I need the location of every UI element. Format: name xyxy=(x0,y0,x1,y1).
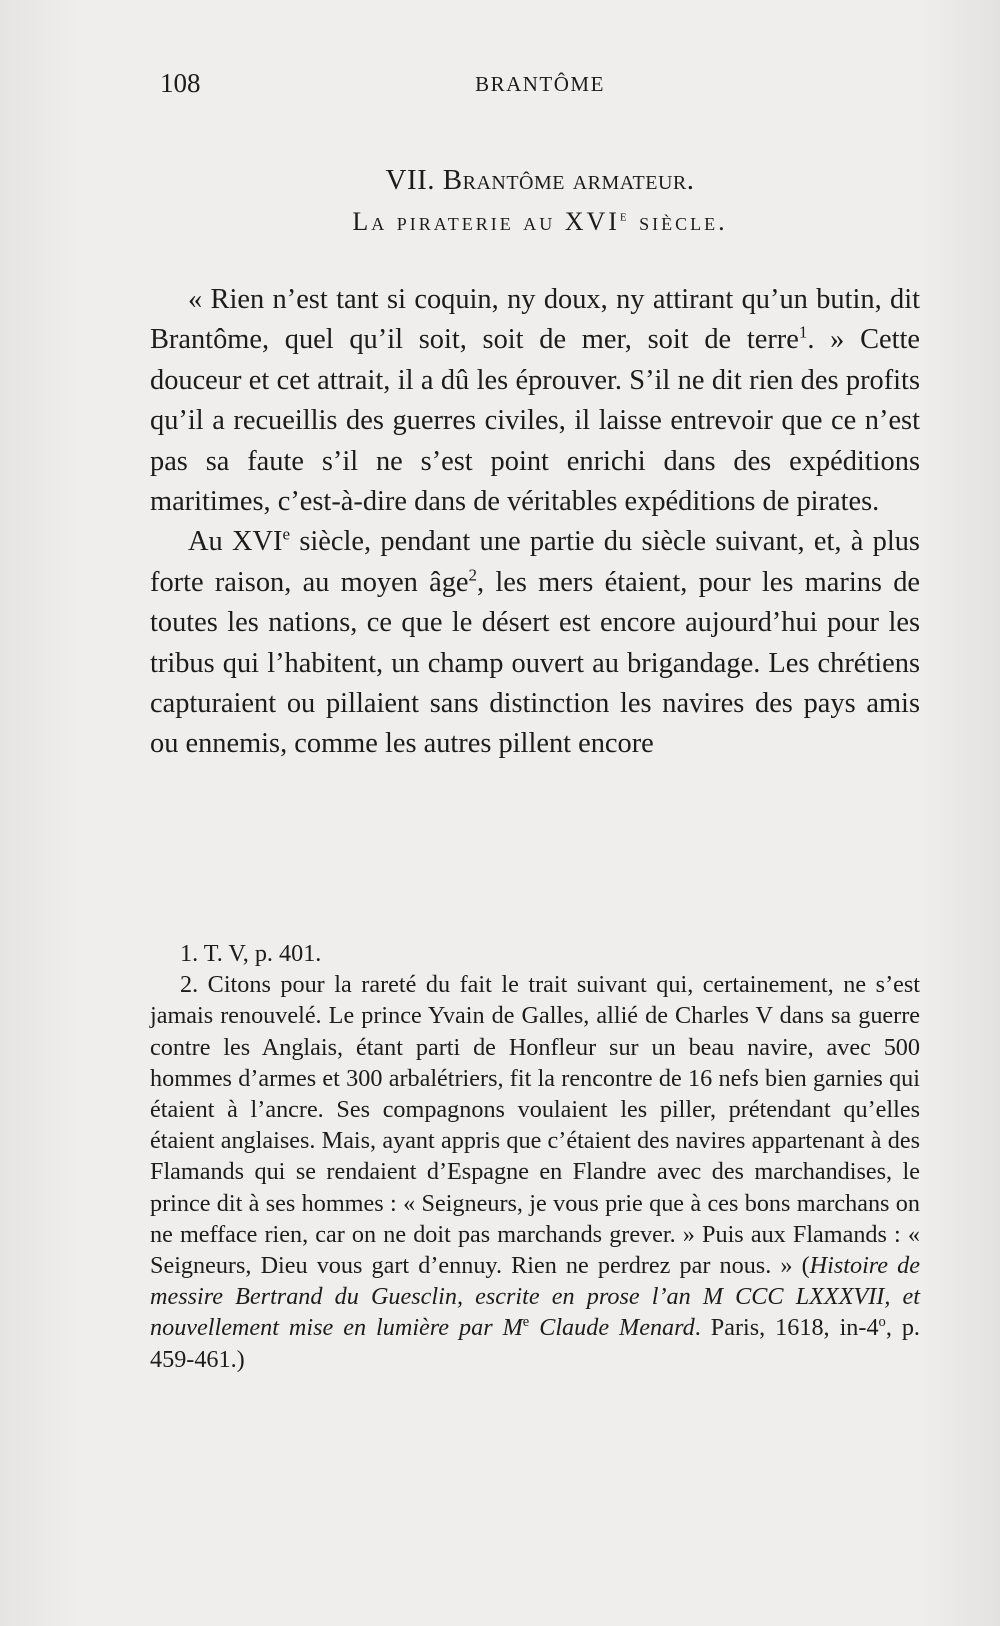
subtitle-superscript: e xyxy=(619,207,630,225)
footnote-1: 1. T. V, p. 401. xyxy=(180,940,322,967)
footnotes xyxy=(150,938,920,1375)
page-number: 108 xyxy=(160,68,201,98)
paragraph-2-text-b: , les mers étaient, pour les marins de toutes les nations, ce que le désert est encore aujourd’hui pour les tribus qui l’habitent, un champ ouvert au brigandage. Les chrétiens capturaient ou pillaient sans distinction les navires des pays amis ou ennemis, comme les autres pillent encore xyxy=(150,566,920,760)
chapter-subtitle xyxy=(150,202,930,242)
subtitle-suffix: siècle. xyxy=(629,207,728,236)
citation-author: Claude Menard xyxy=(529,1314,695,1342)
citation-degree: o xyxy=(878,1314,886,1331)
paragraph-2 xyxy=(150,522,920,764)
citation-superscript: e xyxy=(522,1314,530,1331)
paragraph-1-text-a: « Rien n’est tant si coquin, ny doux, ny attirant qu’un butin, dit Brantôme, quel qu’il soit, soit de mer, soit de terre xyxy=(150,284,920,356)
paragraph-2-superscript: e xyxy=(282,524,291,544)
chapter-heading xyxy=(150,160,930,242)
chapter-title: VII. Brantôme armateur. xyxy=(385,164,695,196)
paragraph-2-start: Au XVI xyxy=(188,526,283,558)
paragraph-2-text-a: siècle, pendant une partie du siècle suivant, et, à plus forte raison, au moyen âge xyxy=(150,526,920,598)
running-title: BRANTÔME xyxy=(475,72,605,96)
paragraph-1-text-b: . » Cette douceur et cet attrait, il a dû les éprouver. S’il ne dit rien des profits qu’il a recueillis des guerres civiles, il laisse entrevoir que ce n’est pas sa faute s’il ne s’est point enrichi dans des expéditions maritimes, c’est-à-dire dans de véritables expéditions de pirates. xyxy=(150,324,920,518)
footnote-2-text: 2. Citons pour la rareté du fait le trait suivant qui, certainement, ne s’est jamais renouvelé. Le prince Yvain de Galles, allié de Charles V dans sa guerre contre les Anglais, étant parti de Honfleur sur un beau navire, avec 500 hommes d’armes et 300 arbalétriers, fit la rencontre de 16 nefs bien garnies qui étaient à l’ancre. Ses compagnons voulaient les piller, prétendant qu’elles étaient anglaises. Mais, ayant appris que c’étaient des navires appartenant à des Flamands qui se rendaient d’Espagne en Flandre avec des marchandises, le prince dit à ses hommes : « Seigneurs, je vous prie que à ces bons marchans on ne mefface rien, car on ne doit pas marchands grever. » Puis aux Flamands : « Seigneurs, Dieu vous gart d’ennuy. Rien ne perdrez par nous. » ( xyxy=(150,971,920,1280)
footnote-2 xyxy=(150,969,920,1375)
main-text xyxy=(150,280,920,765)
subtitle-prefix: La piraterie au XVI xyxy=(352,207,620,236)
citation-title: Histoire de messire Bertrand du Guesclin, escrite en prose l’an M CCC LXXXVII, et nouvellement mise en lumière par M xyxy=(150,1252,920,1342)
paragraph-1 xyxy=(150,280,920,522)
footnote-ref-1: 1 xyxy=(798,322,808,342)
citation-rest-2: , p. 459-461.) xyxy=(150,1314,920,1373)
footnote-ref-2: 2 xyxy=(468,565,478,585)
citation-rest-1: . Paris, 1618, in-4 xyxy=(694,1314,879,1342)
page-header xyxy=(160,68,920,108)
